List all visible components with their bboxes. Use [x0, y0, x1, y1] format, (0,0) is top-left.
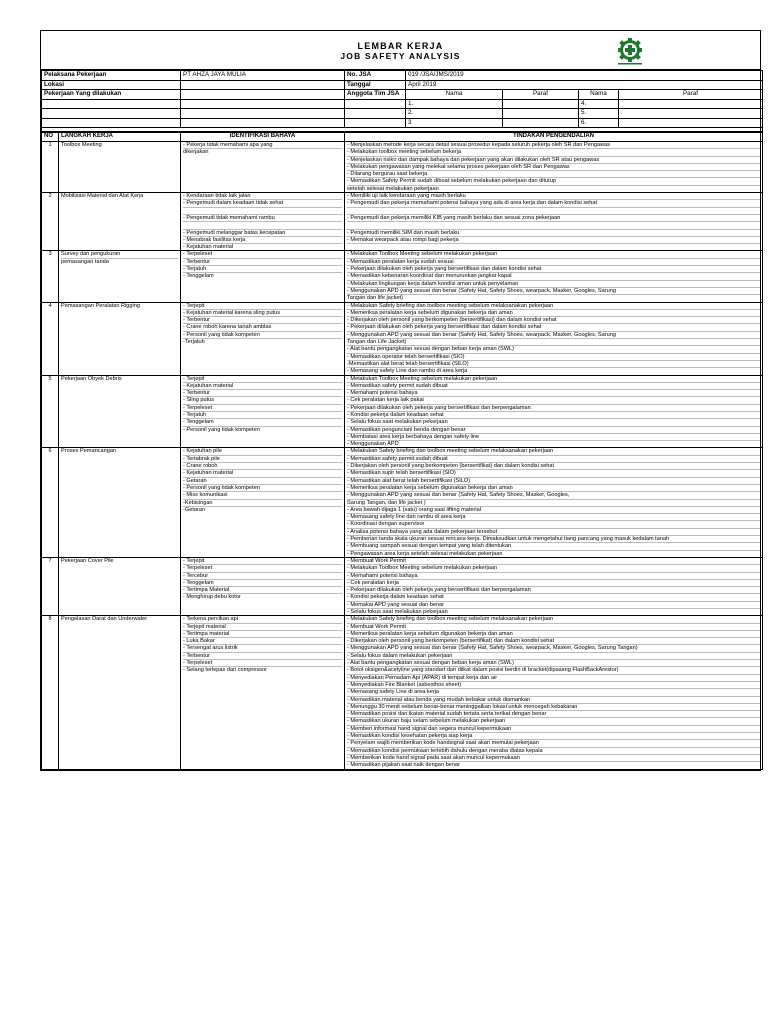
hazard-item: - Miss komunikasi [183, 492, 342, 499]
hazard-item: - Kendaraan tidak laik jalan [183, 193, 342, 200]
control-item: - Memberi informasi hand signal dan segera muncul kepermukaan [347, 726, 760, 733]
k3-logo-icon [610, 37, 650, 67]
table-row [42, 142, 763, 193]
hazard-item: - Terjepit [183, 558, 342, 565]
hazard-item [183, 222, 342, 229]
work-step [59, 375, 181, 448]
pelaksana-label: Pelaksana Pekerjaan [42, 71, 181, 81]
control-item: - Pekerjaan dilakukan oleh pekerja yang bersertifikasi dan berpengalaman [347, 587, 760, 594]
hazard-item: - Pengemudi melanggar batas kecepatan [183, 230, 342, 237]
row-number-text: 8 [48, 616, 52, 623]
control-item [347, 222, 760, 229]
hazard-item: - Terjepit [183, 376, 342, 383]
hazard-item: - Terpeleset [183, 405, 342, 412]
control-item: - Melakukan Safety briefing dan toolbox meeting sebelum melaksanakan pekerjaan [347, 303, 760, 310]
work-step-line: Pemasangan Peralatan Rigging [61, 302, 140, 309]
hazard-item: - Tenggelam [183, 273, 214, 280]
control-item: - Memastikan peralatan kerja sudah sesuai [347, 259, 760, 266]
tanggal-value: April 2019 [406, 80, 763, 90]
hazard-item: - Kejatuhan material [183, 470, 342, 477]
table-row [42, 557, 763, 615]
control-item: - Membuat Work Permit [347, 624, 760, 631]
control-item: - Memastikan safety permit sudah dibuat [347, 456, 760, 463]
control-item: - Menjelaskan metode kerja secara detail sesuai prosedur kepada seluruh pekerja oleh SR dan Pengawas [347, 142, 760, 149]
document-title: LEMBAR KERJA [357, 41, 444, 51]
control-item: - Melakukan Toolbox Meeting sebelum melakukan pekerjaan [347, 251, 760, 258]
work-step-line: Pekerjaan Obyek Debris [61, 375, 122, 382]
hazard-item: - Luka Bakar [183, 638, 342, 645]
work-step-line: Survey dan pengukuran [61, 251, 178, 258]
lokasi-value [181, 80, 345, 90]
control-item: - Memeriksa peralatan kerja sebelum digunakan bekerja dan aman [347, 310, 760, 317]
hazard-item: - Tertimpa Material [183, 587, 342, 594]
member-2: 2. [406, 109, 503, 119]
control-item: - Pengemudi memiliki SIM dan masih berlaku [347, 230, 760, 237]
hazard-list [181, 193, 345, 251]
work-step-line: Toolbox Meeting [61, 142, 102, 148]
control-item [347, 244, 760, 250]
control-item: - Analisa potensi bahaya yang ada dalam pekerjaan tersebut [347, 529, 760, 536]
pekerjaan-label: Pekerjaan Yang dilakukan [42, 90, 181, 100]
hazard-item: - Tertabrak pile [183, 456, 342, 463]
row-number-text: 6 [48, 448, 52, 455]
hazard-item: - Personil yang tidak kompeten [183, 332, 342, 339]
control-item: - Menyediakan Fire Blanket (asbesthos sheet) [347, 682, 760, 689]
control-item: - Pengemudi dan pekerja memiliki KIB yang masih berlaku dan sesuai zona pekerjaan [347, 215, 760, 222]
control-item: - Memeriksa peralatan kerja sebelum digunakan bekerja dan aman [347, 631, 760, 638]
control-item: - Menggunakan APD yang sesuai dan benar (Safety Hat, Safety Shoes, wearpack, Masker, Googles, Sarung [347, 332, 760, 339]
control-item: - Botol oksigen&acetyline yang standart dan diikat dalam posisi berdiri di bracket(dipasang FlashBackArestor) [347, 667, 760, 674]
hazard-item: - Terbentur [183, 390, 342, 397]
control-item: - Cek peralatan kerja laik pakai [347, 397, 760, 404]
control-item: - Memastikan posisi dan ikatan material sudah tertata serta terikat dengan benar [347, 711, 760, 718]
no-jsa-label: No. JSA [345, 71, 406, 81]
control-item: - Memakai APD yang sesuai dan benar [347, 602, 760, 609]
nama-header-left: Nama [406, 90, 503, 100]
row-number [42, 557, 59, 615]
control-item: - Memastikan Safety Permit sudah dibuat sebelum melakukan pekerjaan dan ditutup [347, 178, 760, 185]
control-item: - Menjelaskan risiko dan dampak bahaya dari pekerjaan yang akan dilakukan oleh SR atau pengawas [347, 157, 760, 164]
col-langkah: LANGKAH KERJA [59, 133, 181, 142]
control-item: - Memberikan kode hand signal pada saat akan muncul kepermukaan [347, 755, 760, 762]
control-item: - Kondisi pekerja dalam keadaan sehat [347, 594, 760, 601]
hazard-item: - Terpeleset [183, 251, 342, 258]
row-number-text: 2 [48, 193, 52, 200]
control-item: - Melakukan Toolbox Meeting sebelum melakukan pekerjaan [347, 565, 760, 572]
table-row [42, 251, 763, 302]
hazard-item: - Kejatuhan material [183, 383, 342, 390]
control-item: - Memastikan kondisi permukaan terlebih dahulu dengan meraba diatas kepala [347, 748, 760, 755]
row-number-text: 5 [48, 375, 52, 382]
control-item: - Membuat Work Permit [347, 558, 760, 565]
hazard-item: - Pengemudi tidak memahami rambu [183, 215, 342, 222]
table-row [42, 375, 763, 448]
hazard-item: - Selang terlepas dari compressor [183, 667, 267, 674]
control-item: - Koordinasi dengan supervisor [347, 521, 760, 528]
control-item: - Melakukan Toolbox Meeting sebelum melakukan pekerjaan [347, 376, 760, 383]
hazard-list [181, 557, 345, 615]
hazard-item: - Sling putus [183, 397, 342, 404]
work-step-line: pemasangan tanda [61, 258, 109, 265]
work-step-line: Pekerjaan Cover Pile [61, 557, 114, 564]
row-number-text: 7 [48, 557, 52, 564]
control-item: - Menunggu 30 menit sebelum benar-benar meninggalkan lokasi untuk mencegah kebakaran [347, 704, 760, 711]
control-item: Tangan dan life jacket) [347, 295, 403, 302]
control-item: - Cek peralatan kerja [347, 580, 760, 587]
control-item: - Dikerjakan oleh personil yang berkompeten (bersertifikat) dan dalam kondisi sehat [347, 638, 760, 645]
control-item: - Penyelam wajib memberikan kode handsignal saat akan memulai pekerjaan [347, 740, 760, 747]
control-list [345, 375, 763, 448]
hazard-list [181, 448, 345, 557]
member-6: 6. [579, 118, 619, 128]
control-item: - Memahami potensi bahaya [347, 390, 760, 397]
control-list [345, 302, 763, 375]
hazard-item: - Terbentur [183, 317, 342, 324]
control-item: - Membatasi area kerja berbahaya dengan safety line [347, 434, 760, 441]
col-bahaya: IDENTIFIKASI BAHAYA [181, 133, 345, 142]
hazard-item: -Kebisingan [183, 500, 342, 507]
hazard-item: - Terkena percikan api [183, 616, 342, 623]
hazard-item: - Terjatuh [183, 412, 342, 419]
control-item: - Menggunakan APD [347, 441, 399, 448]
hazard-item: - Kejatuhan material karena sling putus [183, 310, 342, 317]
hazard-item: -Getaran [183, 506, 206, 513]
hazard-item: - Menabrak fasilitas kerja [183, 237, 342, 244]
jsa-rows [42, 142, 763, 770]
member-3: 3 [406, 118, 503, 128]
control-item: - Selalu fokus dalam melakukan pekerjaan [347, 653, 760, 660]
paraf-header-right: Paraf [619, 90, 763, 100]
work-step [59, 557, 181, 615]
hazard-item: - Kejatuhan pile [183, 448, 342, 455]
control-item: - Menggunakan APD yang sesuai dan benar (Safety Hat, Safety Shoes, Masker, Googles, [347, 492, 760, 499]
control-item: - Area bawah dijaga 1 (satu) orang saat lifting material [347, 507, 760, 514]
row-number [42, 302, 59, 375]
jsa-main-table [41, 132, 763, 770]
hazard-item: dikerjakan [183, 149, 209, 156]
control-item: - Memiliki uji laik kendaraan yang masih berlaku [347, 193, 760, 200]
hazard-item: - Personil yang tidak kompeten [183, 485, 342, 492]
hazard-item: - Tercebur [183, 573, 342, 580]
control-item: - Dikerjakan oleh personil yang berkompeten (bersertifikat) dan dalam kondisi sehat [347, 463, 760, 470]
member-4: 4. [579, 99, 619, 109]
control-item: - Melakukan Safety briefing dan toolbox meeting sebelum melaksanakan pekerjaan [347, 616, 760, 623]
row-number-text: 1 [48, 142, 52, 148]
work-step-line: Mobilisasi Material dan Alat Kerja [61, 193, 144, 200]
pelaksana-value: PT AHZA JAYA MULIA [181, 71, 345, 81]
control-item: - Pekerjaan dilakukan oleh pekerja yang bersertifikasi dan berpengalaman [347, 405, 760, 412]
hazard-item: - Crane roboh karena tanah amblas [183, 324, 342, 331]
control-item: - Pekerjaan dilakukan oleh pekerja yang bersertifikasi dan dalam kondisi sehat [347, 324, 760, 331]
hazard-item [183, 208, 342, 215]
hazard-item: - Tenggelam [183, 580, 342, 587]
row-number [42, 251, 59, 302]
table-row [42, 302, 763, 375]
control-item: - Memakai wearpack atau rompi bagi pekerja [347, 237, 760, 244]
control-list [345, 616, 763, 769]
row-number-text: 4 [48, 302, 52, 309]
hazard-item: - Tertimpa material [183, 631, 342, 638]
control-item: - Menggunakan APD yang sesuai dan benar (Safety Hat, Safety Shoes, wearpack, Masker, Googles, Sarung Tangan) [347, 645, 760, 652]
no-jsa-value: 019 /JSA/JMS/2019 [406, 71, 763, 81]
control-list [345, 448, 763, 557]
control-item: - Memasang safety Line dan rambu di area kerja [347, 368, 468, 375]
hazard-item: - Terjepit [183, 303, 342, 310]
control-item: - Memastikan material atau benda yang mudah terbakar untuk diamankan [347, 697, 760, 704]
anggota-label: Anggota Tim JSA [345, 90, 406, 100]
work-step [59, 251, 181, 302]
work-step [59, 616, 181, 769]
hazard-list [181, 375, 345, 448]
control-item: - Dikerjakan oleh personil yang berkompeten (bersertifikasi) dan dalam kondisi sehat [347, 317, 760, 324]
lokasi-label: Lokasi [42, 80, 181, 90]
header-info-table [41, 70, 763, 132]
hazard-item: - Crane roboh [183, 463, 342, 470]
table-row [42, 193, 763, 251]
control-item: - Kondisi pekerja dalam keadaan sehat [347, 412, 760, 419]
control-item: - Alat bantu pengangkatan sesuai dengan beban kerja aman (SWL) [347, 346, 760, 353]
control-item: - Pemberian tanda skala ukuran sesuai rencana kerja. Dimaksudkan untuk mengetahui tiang pancang yang masuk kedalam tanah [347, 536, 760, 543]
control-item: - Memasang safety Line di area kerja [347, 689, 760, 696]
tanggal-label: Tanggal [345, 80, 406, 90]
control-item: - Melakukan lingkungan kerja dalam kondisi aman untuk penyelaman [347, 281, 760, 288]
hazard-item: -Terjatuh [183, 339, 205, 346]
hazard-list [181, 251, 345, 302]
control-item: Sarung Tangan, dan life jacket ) [347, 500, 760, 507]
control-item: - Memastikan alat berat telah bersertifikasi (SILO) [347, 478, 760, 485]
hazard-item: - Menghirup debu kotor [183, 594, 241, 601]
jsa-worksheet [40, 30, 761, 771]
control-item: - Pengemudi dan pekerja memahami potensi bahaya yang ada di area kerja dan dalam kondisi sehat [347, 200, 760, 207]
control-item: - Dilarang bergurau saat bekerja [347, 171, 760, 178]
control-list [345, 251, 763, 302]
table-row [42, 448, 763, 557]
control-item: - Memastikan supir telah bersertifikasi (SIO) [347, 470, 760, 477]
pekerjaan-value [181, 90, 345, 100]
control-item: - Melakukan pengawasan yang melekat selama proses pekerjaan oleh SR dan Pengawas [347, 164, 760, 171]
control-item: - Pekerjaan dilakukan oleh pekerja yang bersertifikasi dan dalam kondisi sehat [347, 266, 760, 273]
control-item: - Memastikan pijakan saat naik dengan benar [347, 762, 460, 769]
hazard-item: - Getaran [183, 478, 342, 485]
hazard-item: - Kejatuhan material [183, 244, 234, 251]
hazard-item: - Terbentur [183, 653, 342, 660]
work-step [59, 142, 181, 193]
control-item: - Memastikan ukuran baju selam sebelum melakukan pekerjaan [347, 718, 760, 725]
hazard-item: - Terjepit material [183, 624, 342, 631]
col-no: NO [42, 133, 59, 142]
hazard-item: - Terpeleset [183, 565, 342, 572]
document-subtitle: JOB SAFETY ANALYSIS [340, 51, 461, 61]
control-item: -Memastikan alat berat telah bersertifikasi (SILO) [347, 361, 760, 368]
hazard-item: - Pengemudi dalam keadaan tidak sehat [183, 200, 342, 207]
control-item: - Memasang safety line dan rambu di area kerja [347, 514, 760, 521]
control-item: - Pengawasan area kerja setelah selesai melakukan pekerjaan [347, 550, 503, 557]
work-step [59, 193, 181, 251]
control-item [347, 208, 760, 215]
hazard-list [181, 142, 345, 193]
work-step-line: Pengelasan Darat dan Underwater [61, 616, 148, 623]
control-item: - Memastikan operator telah bersertifikasi (SIO) [347, 354, 760, 361]
control-item: - Memahami potensi bahaya [347, 573, 760, 580]
control-item: - Alat bantu pengangkatan sesuai dengan beban kerja aman (SWL) [347, 660, 760, 667]
row-number [42, 448, 59, 557]
member-5: 5. [579, 109, 619, 119]
control-item: Tangan dan Life Jacket) [347, 339, 760, 346]
control-item: - Menyediakan Pemadam Api (APAR) di tempat kerja dan air [347, 675, 760, 682]
control-item: - Membuang sampah sesuai dengan tempat yang telah ditentukan [347, 543, 760, 550]
control-list [345, 193, 763, 251]
paraf-header-left: Paraf [503, 90, 579, 100]
control-item: - Melakukan Safety briefing dan toolbox meeting sebelum melaksanakan pekerjaan [347, 448, 760, 455]
control-item: - Memastikan pengunciani benda dengan benar [347, 427, 760, 434]
hazard-item: - Terjatuh [183, 266, 342, 273]
control-item: - Selalu fokus saat melakukan pekerjaan [347, 609, 448, 615]
hazard-item: - Tenggelam [183, 419, 342, 426]
row-number [42, 375, 59, 448]
work-step-line: Proses Pemancangan [61, 448, 117, 455]
hazard-list [181, 616, 345, 769]
work-step [59, 448, 181, 557]
hazard-item: - Terbentur [183, 259, 342, 266]
control-list [345, 557, 763, 615]
row-number [42, 616, 59, 769]
nama-header-right: Nama [579, 90, 619, 100]
row-number [42, 142, 59, 193]
control-item: - Memastikan kebenaran koordinat dan menurunkan jangkar kapal [347, 273, 760, 280]
hazard-item: - Pekerja tidak memahami apa yang [183, 142, 342, 149]
row-number [42, 193, 59, 251]
hazard-item: - Personil yang tidak kompeten [183, 426, 260, 433]
table-row [42, 616, 763, 769]
hazard-item: - Tersengat arus listrik [183, 645, 342, 652]
control-list [345, 142, 763, 193]
control-item: - Memeriksa peralatan kerja sebelum digunakan bekerja dan aman [347, 485, 760, 492]
member-1: 1. [406, 99, 503, 109]
work-step [59, 302, 181, 375]
title-block [41, 31, 760, 70]
control-item: - Menggunakan APD yang sesuai dan benar (Safety Hat, Safety Shoes, wearpack, Masker, Googles, Sarung [347, 288, 760, 295]
control-item: setelah selesai melakukan pekerjaan [347, 185, 439, 192]
row-number-text: 3 [48, 251, 52, 258]
col-tindakan: TINDAKAN PENGENDALIAN [345, 133, 763, 142]
control-item: - Memastikan kondisi kesehatan pekerja siap kerja [347, 733, 760, 740]
control-item: - Melakukan toolbox meeting sebelum bekerja [347, 149, 760, 156]
control-item: - Memastikan safety permit sudah dibuat [347, 383, 760, 390]
control-item: - Selalu fokus saat melakukan pekerjaan [347, 419, 760, 426]
hazard-list [181, 302, 345, 375]
hazard-item: - Terpeleset [183, 660, 342, 667]
